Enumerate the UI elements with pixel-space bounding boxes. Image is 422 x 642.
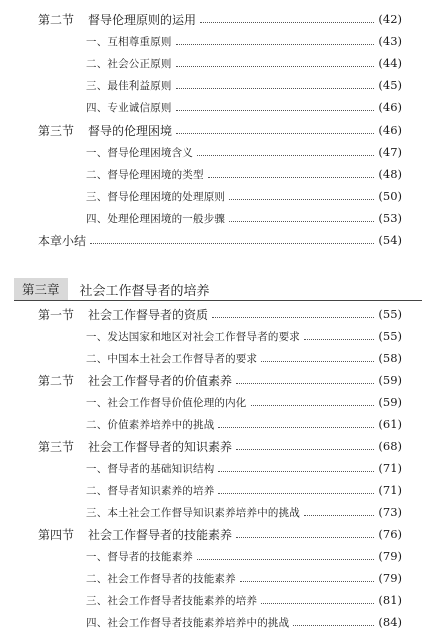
dot-leader <box>176 133 374 134</box>
toc-subsection-row[interactable] <box>0 348 422 368</box>
subsection-title: 一、督导伦理困境含义 <box>86 146 193 159</box>
page-number: (61) <box>378 417 402 431</box>
page-number: (42) <box>378 12 402 26</box>
page-number: (46) <box>378 123 402 137</box>
toc-subsection-row[interactable] <box>0 458 422 478</box>
subsection-title: 四、社会工作督导者技能素养培养中的挑战 <box>86 616 290 629</box>
page-number: (71) <box>378 483 402 497</box>
subsection-title: 一、督导者的技能素养 <box>86 550 193 563</box>
page-number: (43) <box>378 34 402 48</box>
page-number: (59) <box>378 395 402 409</box>
dot-leader <box>197 155 374 156</box>
toc-subsection-row[interactable] <box>0 53 422 73</box>
page-number: (71) <box>378 461 402 475</box>
toc-section-row[interactable] <box>0 9 422 29</box>
toc-subsection-row[interactable] <box>0 414 422 434</box>
subsection-title: 二、中国本土社会工作督导者的要求 <box>86 352 258 365</box>
chapter-heading[interactable] <box>14 278 422 300</box>
dot-leader <box>208 177 375 178</box>
dot-leader <box>176 88 375 89</box>
section-number: 第四节 <box>38 527 75 542</box>
subsection-title: 三、最佳利益原则 <box>86 79 172 92</box>
section-number: 第一节 <box>38 307 75 322</box>
chapter-label: 第三章 <box>14 278 68 300</box>
page-number: (50) <box>378 189 402 203</box>
dot-leader <box>240 581 375 582</box>
dot-leader <box>304 339 374 340</box>
toc-section-row[interactable] <box>0 304 422 324</box>
toc-section-row[interactable] <box>0 120 422 140</box>
subsection-title: 四、专业诚信原则 <box>86 101 172 114</box>
section-number: 第三节 <box>38 123 75 138</box>
section-title: 督导的伦理困境 <box>88 123 173 138</box>
page-number: (79) <box>378 549 402 563</box>
dot-leader <box>229 221 374 222</box>
section-title: 社会工作督导者的技能素养 <box>88 527 233 542</box>
section-number: 第二节 <box>38 373 75 388</box>
section-title: 社会工作督导者的价值素养 <box>88 373 233 388</box>
dot-leader <box>304 515 374 516</box>
dot-leader <box>176 110 375 111</box>
dot-leader <box>176 44 375 45</box>
section-title: 社会工作督导者的资质 <box>88 307 209 322</box>
toc-section-row[interactable] <box>0 524 422 544</box>
page-number: (55) <box>378 307 402 321</box>
page-number: (81) <box>378 593 402 607</box>
subsection-title: 一、社会工作督导价值伦理的内化 <box>86 396 247 409</box>
dot-leader <box>236 383 374 384</box>
section-title: 督导伦理原则的运用 <box>88 12 197 27</box>
toc-subsection-row[interactable] <box>0 208 422 228</box>
subsection-title: 二、督导伦理困境的类型 <box>86 168 204 181</box>
dot-leader <box>293 625 374 626</box>
page-number: (47) <box>378 145 402 159</box>
toc-subsection-row[interactable] <box>0 186 422 206</box>
toc-subsection-row[interactable] <box>0 392 422 412</box>
dot-leader <box>261 603 374 604</box>
dot-leader <box>229 199 374 200</box>
toc-subsection-row[interactable] <box>0 480 422 500</box>
dot-leader <box>236 449 374 450</box>
dot-leader <box>236 537 374 538</box>
subsection-title: 二、价值素养培养中的挑战 <box>86 418 215 431</box>
toc-subsection-row[interactable] <box>0 546 422 566</box>
section-title: 社会工作督导者的知识素养 <box>88 439 233 454</box>
subsection-title: 一、督导者的基础知识结构 <box>86 462 215 475</box>
subsection-title: 三、督导伦理困境的处理原则 <box>86 190 226 203</box>
page-number: (48) <box>378 167 402 181</box>
page-number: (58) <box>378 351 402 365</box>
page-number: (79) <box>378 571 402 585</box>
subsection-title: 二、督导者知识素养的培养 <box>86 484 215 497</box>
dot-leader <box>90 243 374 244</box>
page-number: (55) <box>378 329 402 343</box>
dot-leader <box>197 559 374 560</box>
page-number: (73) <box>378 505 402 519</box>
dot-leader <box>176 66 375 67</box>
page-number: (53) <box>378 211 402 225</box>
subsection-title: 一、发达国家和地区对社会工作督导者的要求 <box>86 330 300 343</box>
toc-subsection-row[interactable] <box>0 142 422 162</box>
toc-section-row[interactable] <box>0 436 422 456</box>
dot-leader <box>200 22 374 23</box>
section-number: 第二节 <box>38 12 75 27</box>
toc-summary-row[interactable] <box>0 230 422 250</box>
dot-leader <box>218 427 374 428</box>
page-number: (45) <box>378 78 402 92</box>
toc-section-row[interactable] <box>0 370 422 390</box>
dot-leader <box>218 471 374 472</box>
toc-subsection-row[interactable] <box>0 590 422 610</box>
page-number: (84) <box>378 615 402 629</box>
subsection-title: 二、社会工作督导者的技能素养 <box>86 572 236 585</box>
page-number: (54) <box>378 233 402 247</box>
page-number: (59) <box>378 373 402 387</box>
toc-subsection-row[interactable] <box>0 612 422 632</box>
subsection-title: 二、社会公正原则 <box>86 57 172 70</box>
toc-subsection-row[interactable] <box>0 97 422 117</box>
dot-leader <box>218 493 374 494</box>
chapter-divider <box>14 300 422 301</box>
toc-subsection-row[interactable] <box>0 75 422 95</box>
chapter-title: 社会工作督导者的培养 <box>79 283 210 299</box>
dot-leader <box>261 361 374 362</box>
dot-leader <box>212 317 374 318</box>
subsection-title: 一、互相尊重原则 <box>86 35 172 48</box>
subsection-title: 三、社会工作督导者技能素养的培养 <box>86 594 258 607</box>
page-number: (68) <box>378 439 402 453</box>
subsection-title: 三、本土社会工作督导知识素养培养中的挑战 <box>86 506 300 519</box>
section-number: 第三节 <box>38 439 75 454</box>
toc-subsection-row[interactable] <box>0 326 422 346</box>
toc-subsection-row[interactable] <box>0 568 422 588</box>
dot-leader <box>251 405 375 406</box>
summary-title: 本章小结 <box>38 233 87 248</box>
toc-subsection-row[interactable] <box>0 31 422 51</box>
page-number: (44) <box>378 56 402 70</box>
page-number: (76) <box>378 527 402 541</box>
subsection-title: 四、处理伦理困境的一般步骤 <box>86 212 226 225</box>
toc-subsection-row[interactable] <box>0 164 422 184</box>
page-number: (46) <box>378 100 402 114</box>
toc-subsection-row[interactable] <box>0 502 422 522</box>
